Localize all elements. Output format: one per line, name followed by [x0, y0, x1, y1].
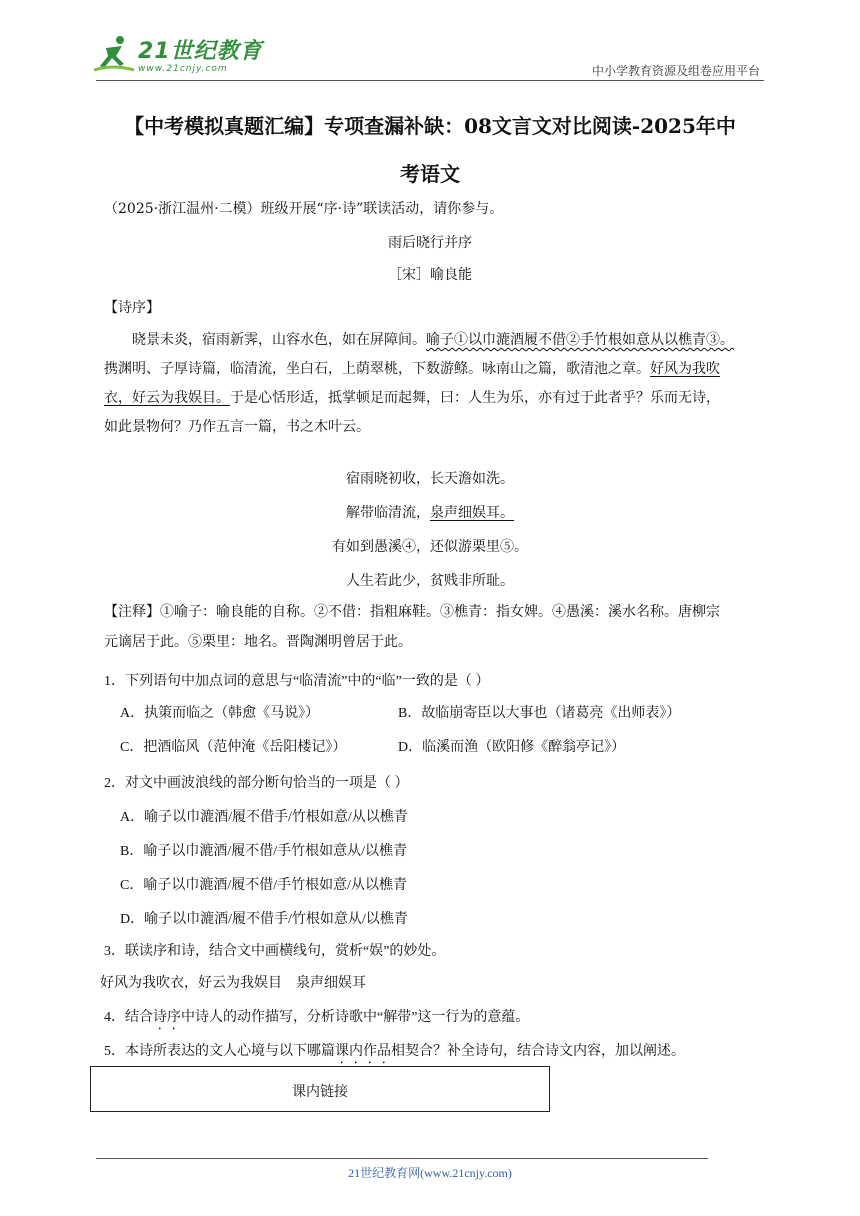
runner-logo-icon: [92, 34, 136, 74]
question-1: 1．下列语句中加点词的意思与“临清流”中的“临”一致的是（ ）: [104, 674, 490, 689]
preface-sentence-1: 晓景未炎，宿雨新霁，山容水色，如在屏障间。: [132, 332, 426, 348]
poem-line-4: 人生若此少，贫贱非所耻。: [346, 573, 514, 589]
answer-box[interactable]: [90, 1066, 550, 1112]
question-4: [104, 1006, 529, 1033]
poem-line-3: 有如到愚溪④，还似游栗里⑤。: [332, 539, 528, 555]
q3-quoted-lines: 好风为我吹衣，好云为我娱目 泉声细娱耳: [100, 976, 366, 991]
wavy-line-passage: 喻子①以巾漉酒履不借②手竹根如意从以樵青③。: [426, 332, 734, 348]
poem-line-2a: 解带临清流，: [346, 505, 430, 521]
title-line-2: 考语文: [400, 162, 460, 186]
page-header: [92, 34, 768, 78]
question-5: [104, 1040, 685, 1067]
q2-option-b[interactable]: B．喻子以巾漉酒/履不借/手竹根如意从/以樵青: [120, 844, 408, 859]
q1-option-c[interactable]: C．把酒临风（范仲淹《岳阳楼记》）: [120, 740, 347, 755]
underlined-phrase-1a: 好风为我吹: [650, 361, 720, 377]
q1-option-d[interactable]: D．临溪而渔（欧阳修《醉翁亭记》）: [398, 740, 626, 755]
preface-label: 【诗序】: [104, 300, 160, 316]
poem-title: 雨后晓行并序: [388, 235, 472, 251]
poem-line-1: 宿雨晓初收，长天澹如洗。: [346, 471, 514, 487]
q5-emphasis: 课内作品: [335, 1044, 391, 1059]
preface-sentence-2: 携渊明、子厚诗篇，临清流，坐白石，上荫翠桃，下数游鲦。咏南山之篇，歌清池之章。: [104, 361, 650, 377]
poem-author: ［宋］喻良能: [388, 267, 472, 283]
question-2: 2．对文中画波浪线的部分断句恰当的一项是（ ）: [104, 776, 409, 791]
page-title: [90, 102, 770, 198]
q2-option-a[interactable]: A．喻子以巾漉酒/履不借手/竹根如意/从以樵青: [120, 810, 408, 825]
box-label: 课内链接: [292, 1084, 348, 1100]
q5-stem-c: 相契合？补全诗句，结合诗文内容，加以阐述。: [391, 1044, 685, 1059]
logo-wordmark: 21世纪教育: [138, 39, 263, 64]
underlined-phrase-1b: 衣，好云为我娱目。: [104, 390, 230, 406]
preface-text: [104, 326, 768, 442]
question-3: 3．联读序和诗，结合文中画横线句，赏析“娱”的妙处。: [104, 944, 446, 959]
site-logo[interactable]: [92, 34, 263, 74]
intro-text: （2025·浙江温州·二模）班级开展“序·诗”联读活动，请你参与。: [104, 201, 504, 217]
poem-line-2: [0, 502, 860, 522]
header-divider: [96, 80, 764, 81]
platform-name: 中小学教育资源及组卷应用平台: [591, 64, 760, 78]
footer-link[interactable]: 21世纪教育网(www.21cnjy.com): [348, 1166, 512, 1180]
preface-sentence-4: 如此景物何？乃作五言一篇，书之木叶云。: [104, 419, 370, 435]
q5-stem-a: 5．本诗所表达的文人心境与以下哪篇: [104, 1044, 335, 1059]
q4-stem-a: 4．结合: [104, 1010, 153, 1025]
q1-option-a[interactable]: A．执策而临之（韩愈《马说》）: [120, 706, 320, 721]
annotations: [104, 598, 768, 658]
underlined-phrase-2: 泉声细娱耳。: [430, 505, 514, 521]
q4-emphasis: 诗序: [153, 1010, 181, 1025]
q4-stem-c: 中诗人的动作描写，分析诗歌中“解带”这一行为的意蕴。: [181, 1010, 530, 1025]
q1-option-b[interactable]: B．故临崩寄臣以大事也（诸葛亮《出师表》）: [398, 706, 681, 721]
q2-option-d[interactable]: D．喻子以巾漉酒/履不借手/竹根如意从/以樵青: [120, 912, 408, 927]
preface-sentence-3: 于是心恬形适，抵掌顿足而起舞，曰：人生为乐，亦有过于此者乎？乐而无诗，: [230, 390, 720, 406]
notes-line-2: 元谪居于此。⑤栗里：地名。晋陶渊明曾居于此。: [104, 635, 412, 650]
q2-option-c[interactable]: C．喻子以巾漉酒/履不借/手竹根如意/从以樵青: [120, 878, 408, 893]
notes-line-1: 【注释】①喻子：喻良能的自称。②不借：指粗麻鞋。③樵青：指女婢。④愚溪：溪水名称。唐柳宗: [104, 605, 720, 620]
footer-divider: [96, 1158, 708, 1159]
title-line-1: 【中考模拟真题汇编】专项查漏补缺：08文言文对比阅读-2025年中: [124, 114, 736, 138]
logo-url: www.21cnjy.com: [138, 64, 228, 74]
